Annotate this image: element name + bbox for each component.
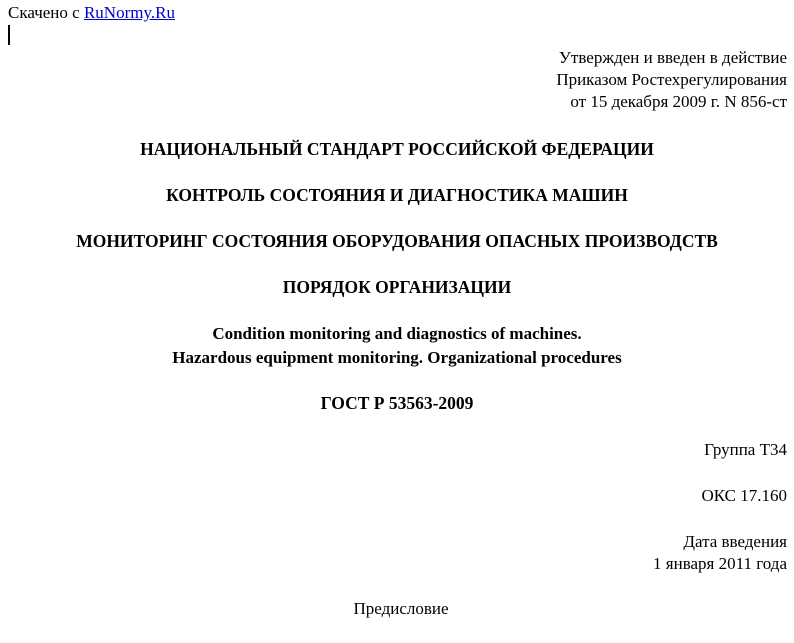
subtitle: МОНИТОРИНГ СОСТОЯНИЯ ОБОРУДОВАНИЯ ОПАСНЫХ ПРОИЗВОДСТВ (76, 231, 718, 251)
approval-line-1: Утвержден и введен в действие (558, 48, 787, 67)
oks-code: ОКС 17.160 (701, 486, 787, 505)
english-title-line-2: Hazardous equipment monitoring. Organizational procedures (172, 348, 622, 367)
foreword-heading (0, 599, 794, 619)
national-standard-heading: НАЦИОНАЛЬНЫЙ СТАНДАРТ РОССИЙСКОЙ ФЕДЕРАЦИИ (140, 139, 654, 159)
main-title: КОНТРОЛЬ СОСТОЯНИЯ И ДИАГНОСТИКА МАШИН (166, 185, 628, 205)
english-title-line-1: Condition monitoring and diagnostics of machines. (212, 324, 582, 343)
foreword-label: Предисловие (353, 599, 449, 618)
effective-date-block (653, 531, 787, 575)
source-prefix: Скачено с (8, 3, 80, 22)
approval-block (556, 47, 787, 113)
effective-date-value: 1 января 2011 года (653, 554, 787, 573)
text-cursor (8, 25, 10, 45)
part-title: ПОРЯДОК ОРГАНИЗАЦИИ (282, 277, 512, 297)
standard-number: ГОСТ Р 53563-2009 (320, 393, 474, 413)
source-link[interactable]: RuNormy.Ru (83, 3, 175, 22)
effective-date-label: Дата введения (683, 532, 787, 551)
source-line (8, 3, 175, 23)
approval-line-3: от 15 декабря 2009 г. N 856-ст (570, 92, 787, 111)
english-title (0, 322, 794, 370)
approval-line-2: Приказом Ростехрегулирования (556, 70, 787, 89)
group-code: Группа Т34 (704, 440, 787, 459)
